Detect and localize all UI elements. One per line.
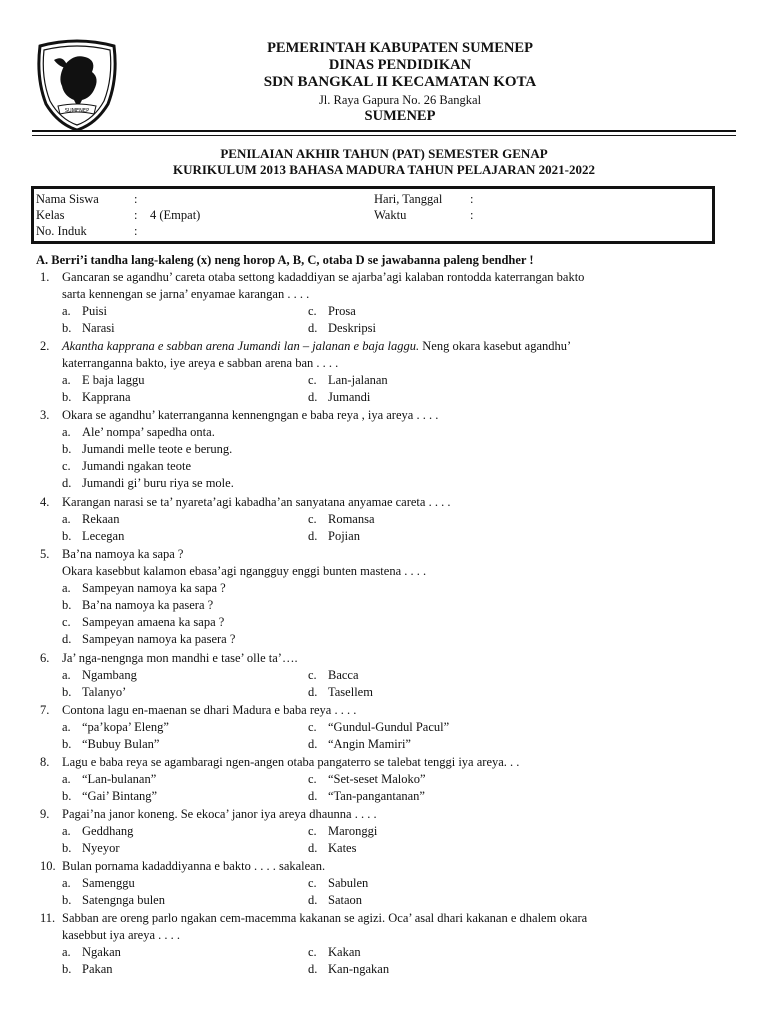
- option-d: d. Sampeyan namoya ka pasera ?: [62, 632, 236, 646]
- option-c: c. “Set-seset Maloko”: [308, 772, 426, 786]
- question-number: 3.: [40, 408, 50, 422]
- header-school: SDN BANGKAL II KECAMATAN KOTA: [263, 74, 537, 90]
- option-b: b. Pakan: [62, 962, 113, 976]
- question-stem: Ja’ nga-nengnga mon mandhi e tase’ olle ta’….: [62, 651, 298, 665]
- option-a: a. Rekaan: [62, 512, 120, 526]
- option-b: b. Jumandi melle teote e berung.: [62, 442, 233, 456]
- option-a: a. E baja laggu: [62, 373, 145, 387]
- option-a: a. Ale’ nompa’ sapedha onta.: [62, 425, 215, 439]
- option-a: a. Ngakan: [62, 945, 121, 959]
- class-label: Kelas: [36, 208, 65, 222]
- name-label: Nama Siswa: [36, 192, 99, 206]
- question-stem: Gancaran se agandhu’ careta otaba settong kadaddiyan se ajarba’agi kalaban rontodda katerrangan bakto: [62, 270, 585, 284]
- option-c: c. Lan-jalanan: [308, 373, 388, 387]
- day-colon: :: [470, 192, 474, 206]
- induk-colon: :: [134, 224, 138, 238]
- name-colon: :: [134, 192, 138, 206]
- question-stem: Lagu e baba reya se agambaragi ngen-angen otaba pangaterro se talebat tenggi iya areya. . .: [62, 755, 520, 769]
- emblem-label: SUMENEP: [64, 108, 90, 114]
- question-number: 6.: [40, 651, 50, 665]
- option-a: a. “Lan-bulanan”: [62, 772, 157, 786]
- question-number: 8.: [40, 755, 50, 769]
- option-b: b. Ba’na namoya ka pasera ?: [62, 598, 214, 612]
- question-stem: Sabban are oreng parlo ngakan cem-macemma kakanan se agizi. Oca’ asal dhari kakanan e dhalem okara: [62, 911, 588, 925]
- option-b: b. Talanyo’: [62, 685, 127, 699]
- option-c: c. Sampeyan amaena ka sapa ?: [62, 615, 225, 629]
- option-a: a. Samenggu: [62, 876, 135, 890]
- exam-title: PENILAIAN AKHIR TAHUN (PAT) SEMESTER GENAP: [220, 146, 548, 161]
- header-divider-thin: [32, 135, 736, 136]
- question-stem-cont: kasebbut iya areya . . . .: [62, 928, 181, 942]
- question-stem: Pagai’na janor koneng. Se ekoca’ janor iya areya dhaunna . . . .: [62, 807, 377, 821]
- option-d: d. “Angin Mamiri”: [308, 737, 411, 751]
- option-b: b. Narasi: [62, 321, 115, 335]
- question-number: 4.: [40, 495, 50, 509]
- question-stem: Bulan pornama kadaddiyanna e bakto . . . . sakalean.: [62, 859, 326, 873]
- option-b: b. Kapprana: [62, 390, 131, 404]
- option-c: c. Romansa: [308, 512, 375, 526]
- question-number: 11.: [40, 911, 56, 925]
- option-d: d. Tasellem: [308, 685, 373, 699]
- student-identity-box: [31, 186, 715, 244]
- question-stem-cont: sarta kennengan se jarna’ enyamae karangan . . . .: [62, 287, 310, 301]
- time-colon: :: [470, 208, 474, 222]
- exam-subtitle: KURIKULUM 2013 BAHASA MADURA TAHUN PELAJARAN 2021-2022: [172, 162, 596, 177]
- option-d: d. Jumandi: [308, 390, 371, 404]
- question-stem: Akantha kapprana e sabban arena Jumandi lan – jalanan e baja laggu. Neng okara kasebut agandhu’: [62, 339, 572, 353]
- option-c: c. Sabulen: [308, 876, 369, 890]
- option-d: d. “Tan-pangantanan”: [308, 789, 425, 803]
- induk-label: No. Induk: [36, 224, 87, 238]
- header-government: PEMERINTAH KABUPATEN SUMENEP: [267, 40, 533, 56]
- header-department: DINAS PENDIDIKAN: [328, 57, 472, 73]
- option-c: c. “Gundul-Gundul Pacul”: [308, 720, 450, 734]
- section-a-instruction: A. Berri’i tandha lang-kaleng (x) neng horop A, B, C, otaba D se jawabanna paleng bendher !: [36, 253, 534, 267]
- option-b: b. Nyeyor: [62, 841, 120, 855]
- question-number: 10.: [40, 859, 56, 873]
- regency-emblem-icon: [34, 38, 120, 132]
- option-d: d. Kates: [308, 841, 357, 855]
- option-c: c. Maronggi: [308, 824, 378, 838]
- option-d: d. Jumandi gi’ buru riya se mole.: [62, 476, 234, 490]
- option-c: c. Jumandi ngakan teote: [62, 459, 191, 473]
- option-d: d. Kan-ngakan: [308, 962, 390, 976]
- option-b: b. Lecegan: [62, 529, 125, 543]
- question-number: 9.: [40, 807, 50, 821]
- class-colon: :: [134, 208, 138, 222]
- option-b: b. “Bubuy Bulan”: [62, 737, 160, 751]
- question-number: 5.: [40, 547, 50, 561]
- option-c: c. Bacca: [308, 668, 359, 682]
- option-a: a. Ngambang: [62, 668, 137, 682]
- option-a: a. Geddhang: [62, 824, 134, 838]
- option-a: a. Sampeyan namoya ka sapa ?: [62, 581, 226, 595]
- question-stem: Contona lagu en-maenan se dhari Madura e baba reya . . . .: [62, 703, 357, 717]
- option-d: d. Sataon: [308, 893, 363, 907]
- question-stem: Ba’na namoya ka sapa ?: [62, 547, 184, 561]
- option-c: c. Kakan: [308, 945, 361, 959]
- option-a: a. Puisi: [62, 304, 108, 318]
- header-divider-thick: [32, 130, 736, 132]
- question-number: 2.: [40, 339, 50, 353]
- question-number: 7.: [40, 703, 50, 717]
- question-stem: Okara se agandhu’ katerranganna kennengngan e baba reya , iya areya . . . .: [62, 408, 439, 422]
- header-city: SUMENEP: [364, 108, 436, 124]
- class-value: 4 (Empat): [150, 208, 201, 222]
- option-a: a. “pa’kopa’ Eleng”: [62, 720, 169, 734]
- option-c: c. Prosa: [308, 304, 356, 318]
- day-label: Hari, Tanggal: [374, 192, 443, 206]
- option-b: b. Satengnga bulen: [62, 893, 165, 907]
- question-stem-cont: Okara kasebbut kalamon ebasa’agi ngangguy enggi bunten mastena . . . .: [62, 564, 427, 578]
- option-d: d. Pojian: [308, 529, 360, 543]
- question-number: 1.: [40, 270, 50, 284]
- header-address: Jl. Raya Gapura No. 26 Bangkal: [318, 93, 482, 107]
- question-stem: Karangan narasi se ta’ nyareta’agi kabadha’an sanyatana anyamae careta . . . .: [62, 495, 451, 509]
- question-stem-cont: katerranganna bakto, iye areya e sabban arena ban . . . .: [62, 356, 339, 370]
- option-d: d. Deskripsi: [308, 321, 376, 335]
- time-label: Waktu: [374, 208, 407, 222]
- option-b: b. “Gai’ Bintang”: [62, 789, 158, 803]
